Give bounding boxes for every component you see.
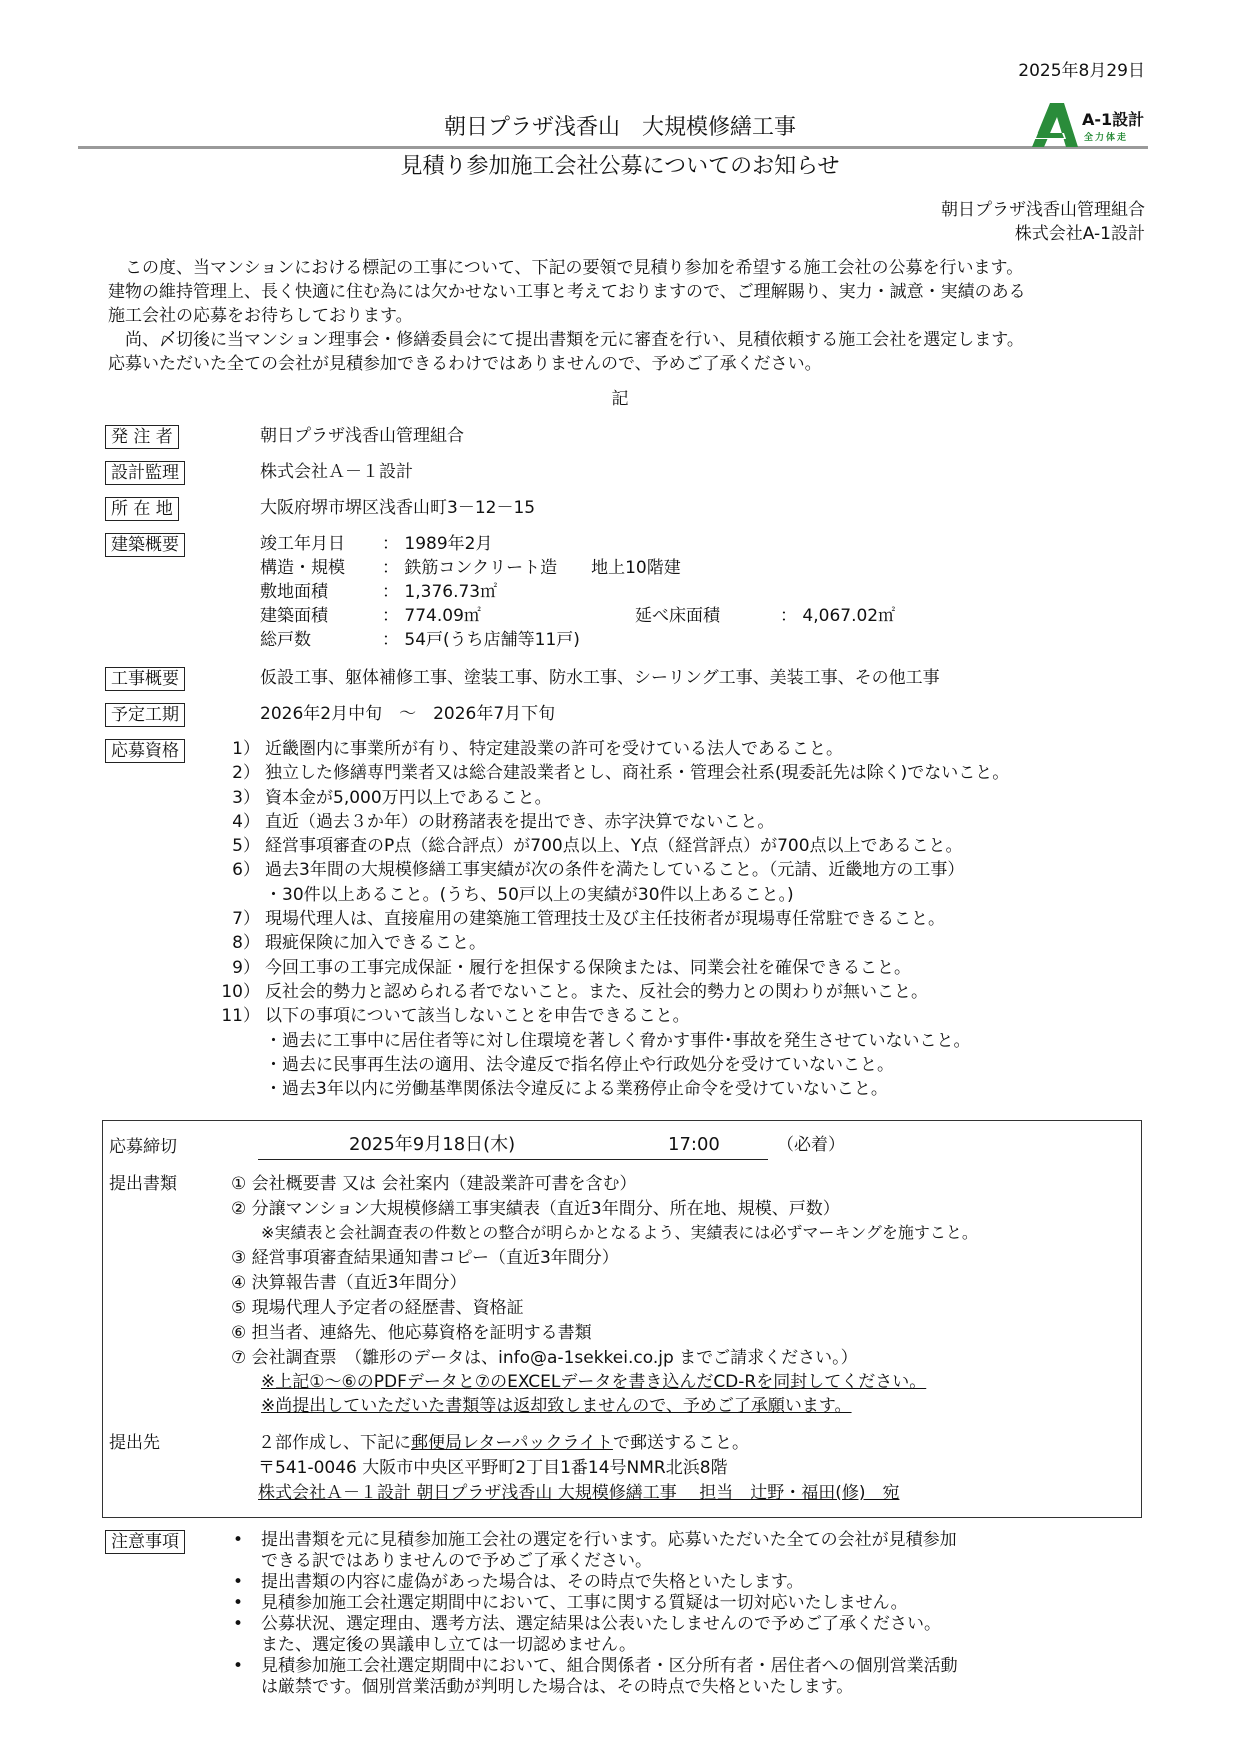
qualification-item [200,738,1140,762]
qualification-text: 近畿圏内に事業所が有り、特定建設業の許可を受けている法人であること。 [265,739,843,759]
issuer-association: 朝日プラザ浅香山管理組合 [941,200,1145,220]
qualification-text: 資本金が5,000万円以上であること。 [265,787,552,808]
floor-area-label: 延べ床面積 [635,606,720,626]
bullet-icon: • [233,1656,244,1676]
qualification-number: 5） [232,836,260,857]
deadline-note: （必着） [777,1135,845,1155]
qualification-number: 8） [232,933,260,954]
schedule-value: 2026年2月中旬 ～ 2026年7月下旬 [260,704,556,724]
qualification-item [200,908,1140,932]
logo-text: A-1設計 [1082,110,1145,129]
submission-box [102,1120,1142,1518]
qualification-text: 現場代理人は、直接雇用の建築施工管理技士及び主任技術者が現場専任常駐できること。 [265,909,945,930]
logo-subtext: 全力体走 [1084,133,1129,143]
note-line: できる訳ではありませんので予めご了承ください。 [261,1551,652,1571]
qualification-number: 2） [232,763,260,784]
qualification-text: 以下の事項について該当しないことを申告できること。 [265,1006,690,1027]
note-line: 見積参加施工会社選定期間中において、組合関係者・区分所有者・居住者への個別営業活動 [261,1656,958,1676]
qualification-item [200,884,1140,908]
completion-value: ： 1989年2月 [382,534,493,554]
destination-pre: ２部作成し、下記に [258,1433,411,1453]
qualification-item [200,1054,1140,1078]
qualification-text: 独立した修繕専門業者又は総合建設業者とし、商社系・管理会社系(現委託先は除く)でないこと。 [265,763,1010,784]
qualification-text: 直近（過去３か年）の財務諸表を提出でき、赤字決算でないこと。 [265,811,775,832]
a1-logo-icon [1030,103,1080,147]
units-value: ： 54戸(うち店舗等11戸) [382,630,580,650]
building-area-label: 建築面積 [260,606,328,626]
intro-line: 応募いただいた全ての会社が見積参加できるわけではありませんので、予めご了承ください。 [108,354,822,374]
bullet-icon: • [233,1530,244,1550]
bullet-icon: • [233,1614,244,1634]
qualification-item [200,859,1140,883]
qualification-number: 9） [232,957,260,978]
destination-attn: 株式会社Ａ－１設計 朝日プラザ浅香山 大規模修繕工事 担当 辻野・福田(修) 宛 [258,1483,900,1503]
deadline-label: 応募締切 [109,1137,177,1157]
notes-list [233,1530,958,1698]
qualification-number: 1） [232,739,260,759]
title-line1: 朝日プラザ浅香山 大規模修繕工事 [443,115,796,140]
qualification-number: 11） [221,1006,260,1027]
title-divider [78,146,1148,149]
intro-line: 尚、〆切後に当マンション理事会・修繕委員会にて提出書類を元に審査を行い、見積依頼する施工会社を選定します。 [108,330,1024,350]
qualification-item [200,835,1140,859]
bullet-icon: • [233,1572,244,1592]
qualification-text: ・過去3年以内に労働基準関係法令違反による業務停止命令を受けていないこと。 [265,1079,888,1100]
destination-line [258,1431,749,1455]
qualification-list [200,738,1140,1102]
qualification-item [200,787,1140,811]
qualification-number: 7） [232,909,260,930]
units-label: 総戸数 [260,630,311,650]
document-item: ⑥ 担当者、連絡先、他応募資格を証明する書類 [231,1323,592,1343]
note-line: 見積参加施工会社選定期間中において、工事に関する質疑は一切対応いたしません。 [261,1593,908,1613]
intro-line: この度、当マンションにおける標記の工事について、下記の要領で見積り参加を希望する施工会社の公募を行います。 [108,258,1024,278]
title-line2: 見積り参加施工会社公募についてのお知らせ [400,154,840,179]
qualification-number: 6） [232,860,260,881]
floor-area-value: ： 4,067.02㎡ [780,606,896,626]
qualification-item [200,932,1140,956]
completion-label: 竣工年月日 [260,534,345,554]
qualification-text: ・過去に民事再生法の適用、法令違反で指名停止や行政処分を受けていないこと。 [265,1054,894,1075]
qualification-text: 反社会的勢力と認められる者でないこと。また、反社会的勢力との関わりが無いこと。 [265,981,928,1002]
letterpack-text: 郵便局レターパックライト [411,1433,613,1453]
intro-paragraph [108,256,1138,376]
qualification-item [200,1030,1140,1054]
building-area-value: ： 774.09㎡ [382,606,481,626]
note-item [233,1614,958,1656]
location-label: 所 在 地 [105,497,179,521]
company-logo [1030,103,1160,151]
supervisor-value: 株式会社Ａ－１設計 [260,462,413,482]
issuer-company: 株式会社A-1設計 [1014,224,1145,244]
note-item [233,1656,958,1698]
building-label: 建築概要 [105,533,185,557]
orderer-label: 発 注 者 [105,425,179,449]
qualification-number: 10） [221,981,260,1002]
issue-date: 2025年8月29日 [1018,61,1145,81]
note-line: 提出書類の内容に虚偽があった場合は、その時点で失格といたします。 [261,1572,804,1592]
note-line: は厳禁です。個別営業活動が判明した場合は、その時点で失格といたします。 [261,1677,854,1697]
document-item: ④ 決算報告書（直近3年間分） [231,1273,467,1293]
qualification-item [200,762,1140,786]
deadline-date: 2025年9月18日(木) [349,1134,516,1155]
location-value: 大阪府堺市堺区浅香山町3－12－15 [260,498,536,518]
intro-line: 建物の維持管理上、長く快適に住む為には欠かせない工事と考えておりますので、ご理解賜り、実力・誠意・実績のある [108,282,1026,302]
qualification-item [200,981,1140,1005]
note-line: 公募状況、選定理由、選考方法、選定結果は公表いたしませんので予めご了承ください。 [261,1614,941,1634]
orderer-value: 朝日プラザ浅香山管理組合 [260,426,464,446]
qualification-number: 3） [232,787,260,808]
issuer-block [941,198,1145,246]
note-item [233,1530,958,1572]
site-area-value: ： 1,376.73㎡ [382,582,498,602]
destination-label: 提出先 [109,1433,160,1453]
qualification-text: 経営事項審査のP点（総合評点）が700点以上、Y点（経営評点）が700点以上であること。 [265,836,963,857]
note-line: 提出書類を元に見積参加施工会社の選定を行います。応募いただいた全ての会社が見積参加 [261,1530,957,1550]
work-value: 仮設工事、躯体補修工事、塗装工事、防水工事、シーリング工事、美装工事、その他工事 [260,668,940,688]
document-item: ③ 経営事項審査結果通知書コピー（直近3年間分） [231,1248,619,1268]
qualification-text: ・30件以上あること。(うち、50戸以上の実績が30件以上あること。) [265,884,794,905]
document-item: ⑤ 現場代理人予定者の経歴書、資格証 [231,1298,524,1318]
documents-label: 提出書類 [109,1174,177,1194]
intro-line: 施工会社の応募をお待ちしております。 [108,306,413,326]
site-area-label: 敷地面積 [260,582,328,602]
work-label: 工事概要 [105,667,185,691]
qualification-item [200,1005,1140,1029]
qualification-text: 過去3年間の大規模修繕工事実績が次の条件を満たしていること。（元請、近畿地方の工事） [265,860,965,881]
destination-post: で郵送すること。 [612,1433,749,1453]
note-item [233,1572,958,1593]
structure-label: 構造・規模 [260,558,345,578]
qualification-item [200,811,1140,835]
qualification-text: 瑕疵保険に加入できること。 [265,933,486,954]
bullet-icon: • [233,1593,244,1613]
cdr-note: ※上記①～⑥のPDFデータと⑦のEXCELデータを書き込んだCD-Rを同封してください。 [261,1372,927,1392]
note-item [233,1593,958,1614]
qualification-item [200,1078,1140,1102]
note-line: また、選定後の異議申し立ては一切認めません。 [261,1635,637,1655]
document-note: ※実績表と会社調査表の件数との整合が明らかとなるよう、実績表には必ずマーキングを施すこと。 [261,1223,978,1242]
qualification-label: 応募資格 [105,739,185,763]
ki-heading: 記 [611,389,629,409]
schedule-label: 予定工期 [105,703,185,727]
notes-label: 注意事項 [105,1530,185,1554]
document-item: ② 分譲マンション大規模修繕工事実績表（直近3年間分、所在地、規模、戸数） [231,1199,840,1219]
qualification-text: 今回工事の工事完成保証・履行を担保する保険または、同業会社を確保できること。 [265,957,911,978]
supervisor-label: 設計監理 [105,461,185,485]
qualification-number: 4） [232,811,260,832]
return-note: ※尚提出していただいた書類等は返却致しませんので、予めご了承願います。 [261,1396,852,1416]
document-item: ⑦ 会社調査票 （雛形のデータは、info@a-1sekkei.co.jp までご請求ください。） [231,1348,858,1368]
qualification-item [200,957,1140,981]
document-item: ① 会社概要書 又は 会社案内（建設業許可書を含む） [231,1174,637,1194]
deadline-time: 17:00 [668,1134,720,1155]
qualification-text: ・過去に工事中に居住者等に対し住環境を著しく脅かす事件･事故を発生させていないこと。 [265,1030,971,1051]
destination-address: 〒541-0046 大阪市中央区平野町2丁目1番14号NMR北浜8階 [258,1458,728,1478]
structure-value: ： 鉄筋コンクリート造 地上10階建 [382,558,681,578]
